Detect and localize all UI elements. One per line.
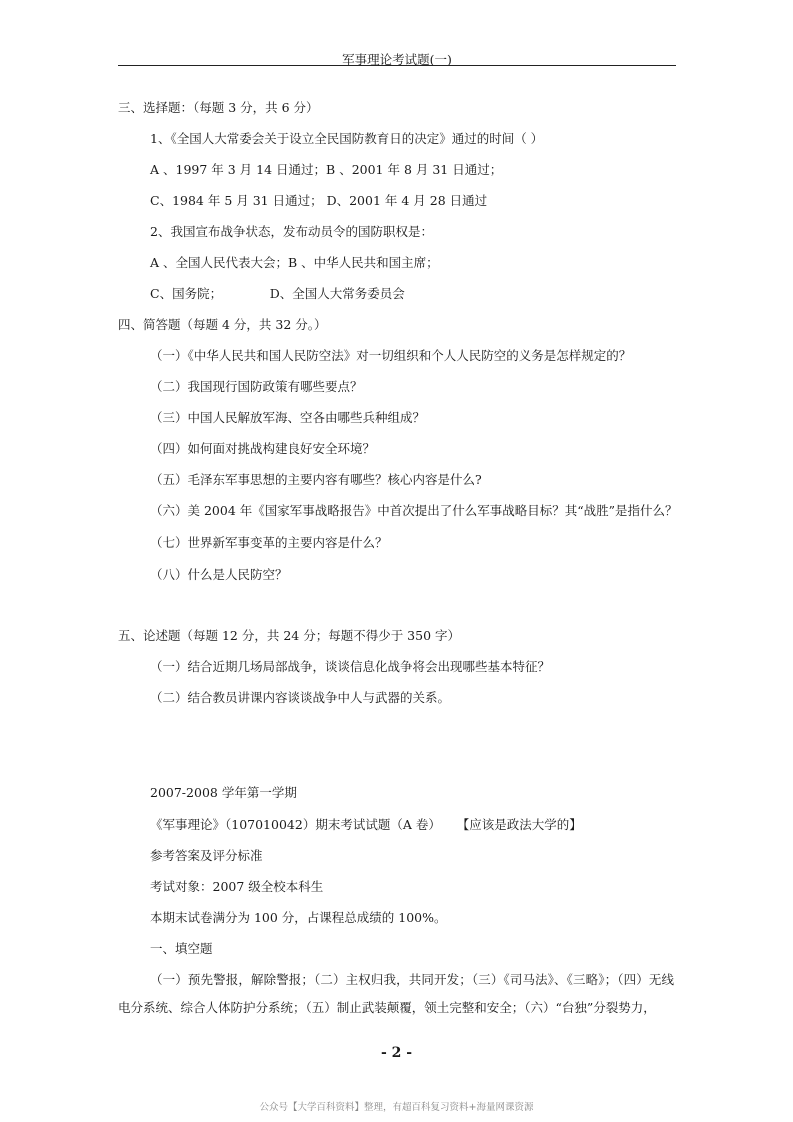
- question-2-options-ab: A 、全国人民代表大会；B 、中华人民共和国主席；: [150, 255, 439, 270]
- short-answer-item: （二）我国现行国防政策有哪些要点？: [150, 379, 363, 394]
- answer-section1-heading: 一、填空题: [150, 941, 213, 956]
- page-number: - 2 -: [380, 1045, 413, 1061]
- answer-section1-text: （一）预先警报，解除警报；（二）主权归我，共同开发；（三）《司马法》、《三略》；（四）无线电分系统、综合人体防护分系统；（五）制止武装颠覆，领土完整和安全；（六）“台独”分裂势力，: [118, 972, 674, 1015]
- question-2-options-cd: C、国务院； D、全国人大常务委员会: [150, 286, 405, 301]
- section4-heading: 四、简答题（每题 4 分，共 32 分。）: [118, 317, 327, 332]
- question-1: 1、《全国人大常委会关于设立全民国防教育日的决定》通过的时间（ ）: [150, 131, 544, 146]
- short-answer-item: （三）中国人民解放军海、空各由哪些兵种组成？: [150, 410, 426, 425]
- short-answer-item: （七）世界新军事变革的主要内容是什么？: [150, 535, 388, 550]
- section3-heading: 三、选择题：（每题 3 分，共 6 分）: [118, 100, 319, 115]
- essay-item: （二）结合教员讲课内容谈谈战争中人与武器的关系。: [150, 690, 451, 705]
- answer-subtitle: 参考答案及评分标准: [150, 848, 263, 863]
- question-2: 2、我国宣布战争状态，发布动员令的国防职权是：: [150, 224, 433, 239]
- short-answer-item: （一）《中华人民共和国人民防空法》对一切组织和个人人民防空的义务是怎样规定的？: [150, 348, 632, 363]
- question-1-options-ab: A 、1997 年 3 月 14 日通过；B 、2001 年 8 月 31 日通过；: [150, 162, 503, 177]
- short-answer-item: （五）毛泽东军事思想的主要内容有哪些？核心内容是什么?: [150, 472, 482, 487]
- answer-term: 2007-2008 学年第一学期: [150, 785, 297, 800]
- answer-score-note: 本期末试卷满分为 100 分，占课程总成绩的 100%。: [150, 910, 447, 925]
- short-answer-item: （六）美 2004 年《国家军事战略报告》中首次提出了什么军事战略目标？其“战胜”是指什么？: [150, 503, 678, 518]
- answer-audience: 考试对象：2007 级全校本科生: [150, 879, 324, 894]
- question-1-options-cd: C、1984 年 5 月 31 日通过； D、2001 年 4 月 28 日通过: [150, 193, 488, 208]
- essay-item: （一）结合近期几场局部战争，谈谈信息化战争将会出现哪些基本特征？: [150, 659, 551, 674]
- header-divider: [118, 65, 676, 66]
- short-answer-item: （八）什么是人民防空？: [150, 567, 288, 582]
- section5-heading: 五、论述题（每题 12 分，共 24 分；每题不得少于 350 字）: [118, 628, 461, 643]
- footer-note: 公众号【大学百科资料】整理，有超百科复习资料+海量网课资源: [259, 1102, 534, 1113]
- short-answer-item: （四）如何面对挑战构建良好安全环境？: [150, 441, 376, 456]
- page-header-title: 军事理论考试题(一): [342, 52, 452, 67]
- answer-exam-title: 《军事理论》（107010042）期末考试试题（A 卷） 【应该是政法大学的】: [150, 817, 582, 832]
